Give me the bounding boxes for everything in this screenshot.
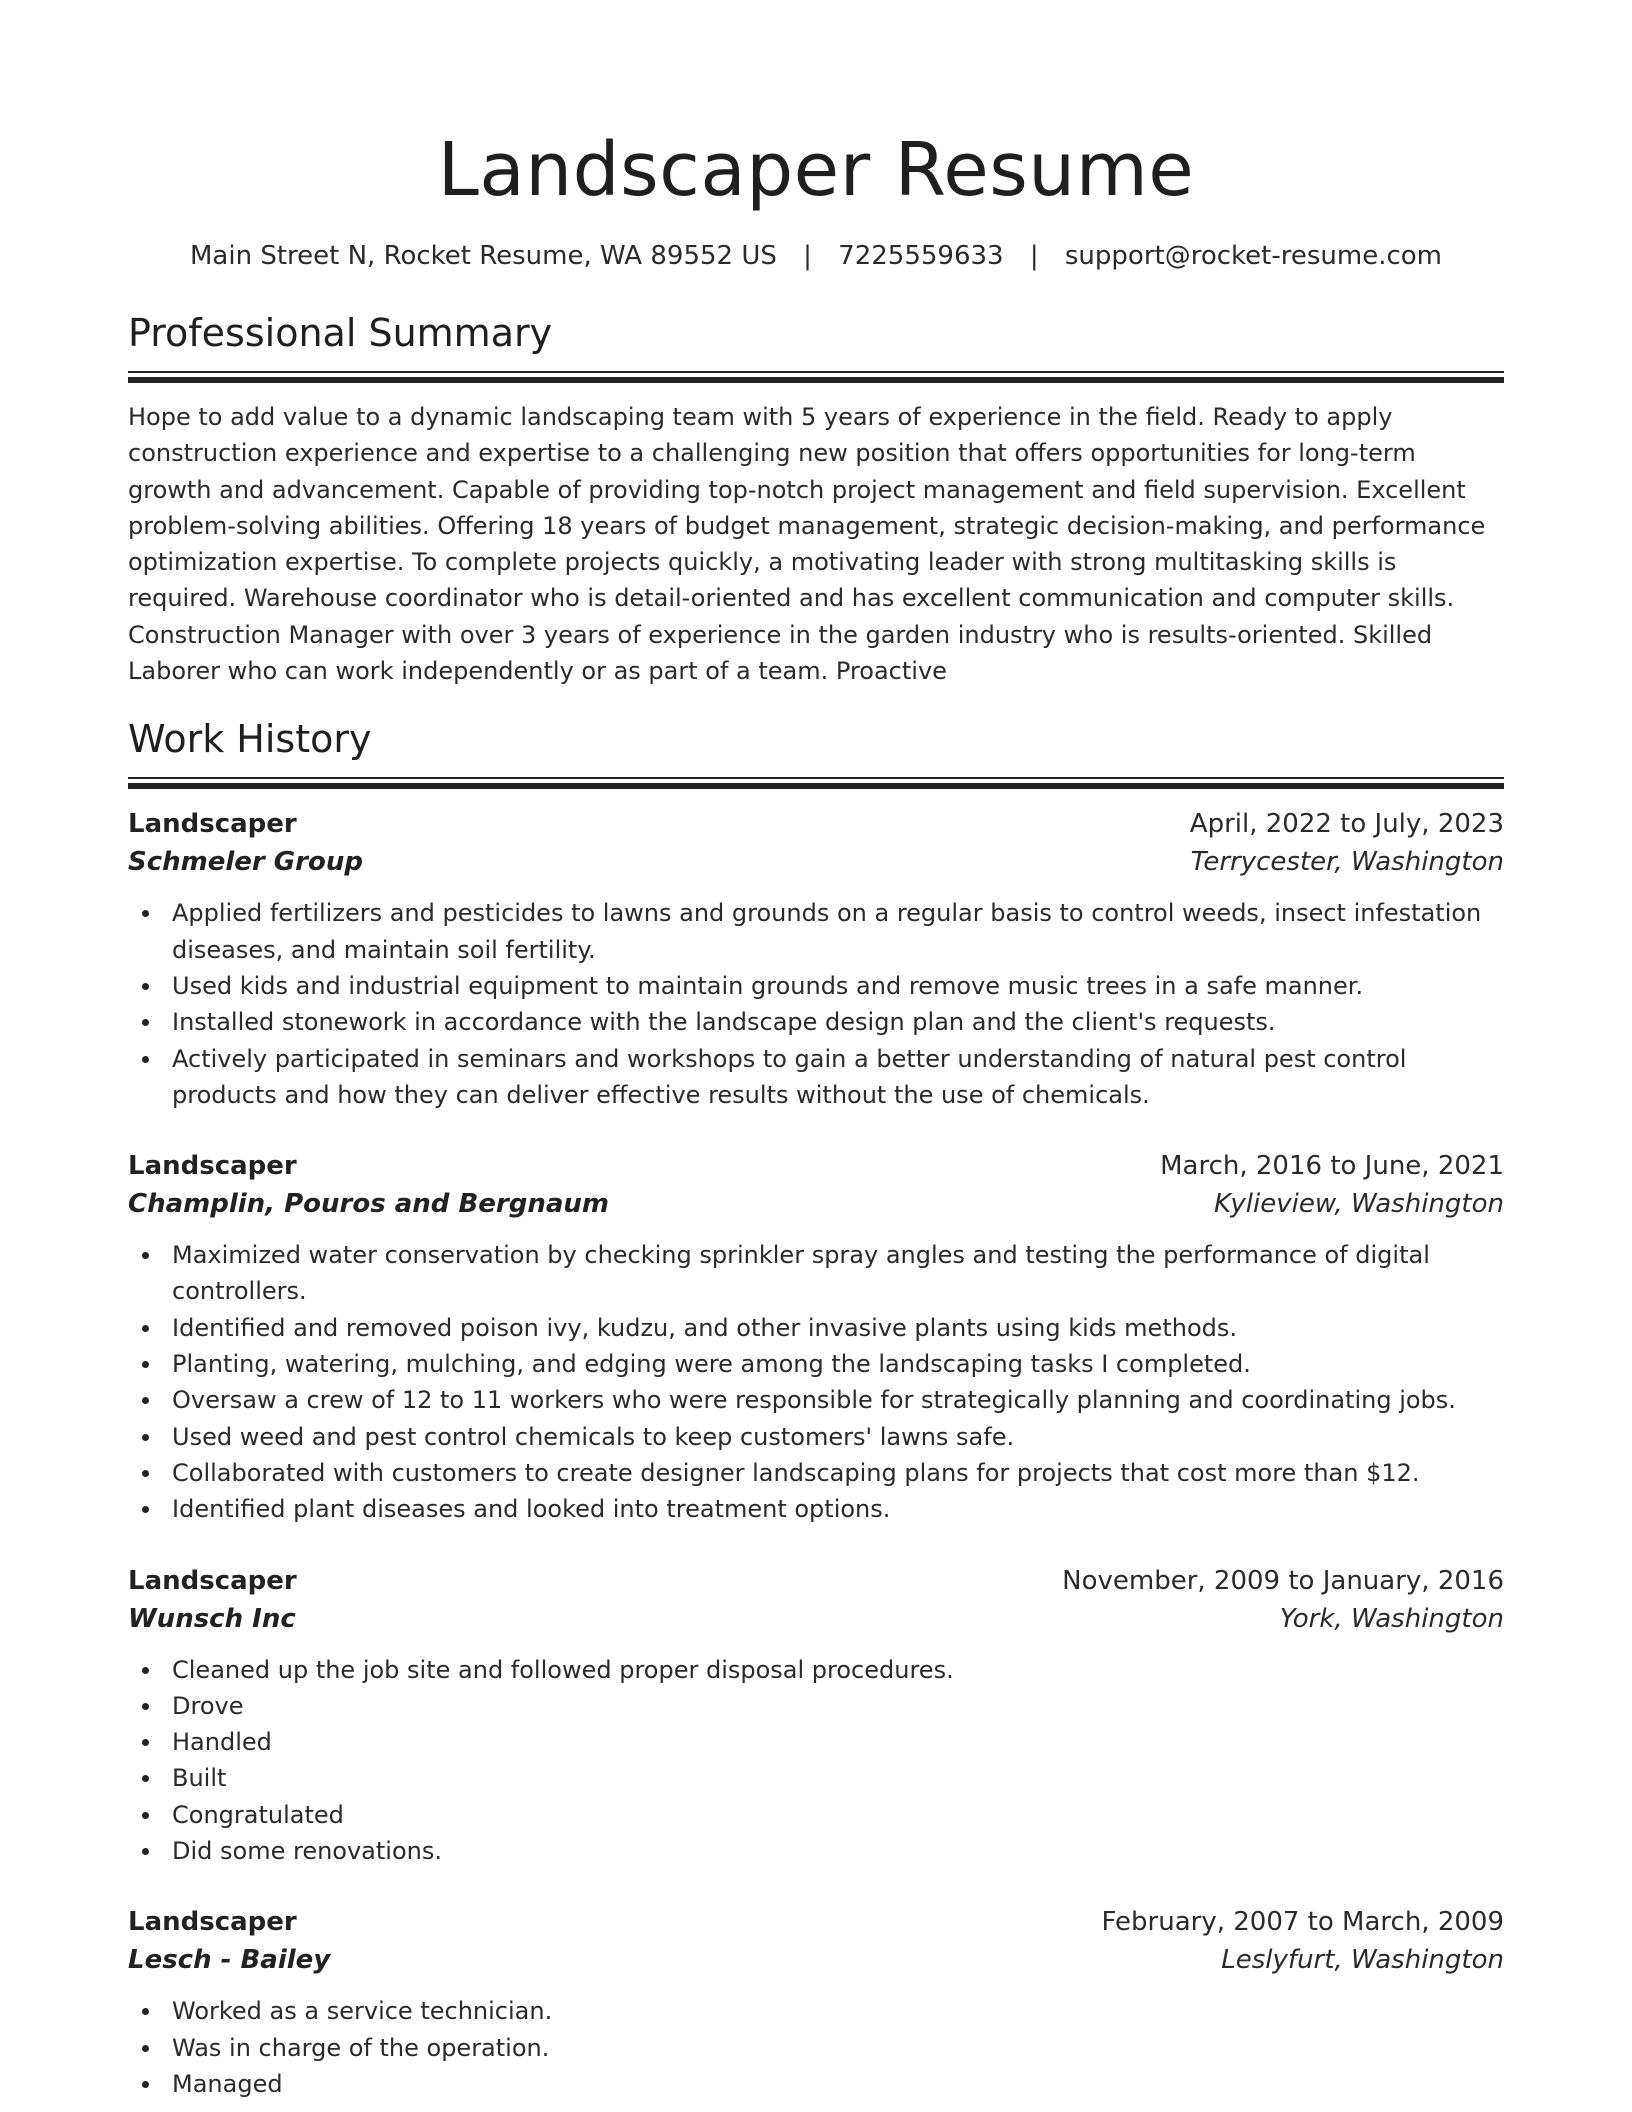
job-dates: April, 2022 to July, 2023	[1189, 809, 1504, 840]
job-bullet: Congratulated	[128, 1797, 1504, 1833]
section-heading-work-history: Work History	[128, 717, 372, 762]
section-divider	[128, 371, 1504, 373]
contact-line	[128, 239, 1504, 273]
job-title: Landscaper	[128, 1907, 297, 1938]
job-header-row	[128, 1147, 1504, 1185]
job-company: Wunsch Inc	[128, 1603, 296, 1634]
job-company-row	[128, 843, 1504, 881]
job-bullet: Used weed and pest control chemicals to keep customers' lawns safe.	[128, 1419, 1504, 1455]
job-header-row	[128, 805, 1504, 843]
job-company: Schmeler Group	[128, 847, 363, 878]
section-heading-summary: Professional Summary	[128, 311, 553, 355]
work-history-section	[128, 715, 1504, 2102]
resume-title: Landscaper Resume	[437, 127, 1195, 213]
job-bullet: Actively participated in seminars and workshops to gain a better understanding of natural pest control products and how they can deliver effective results without the use of chemicals.	[128, 1041, 1504, 1114]
job-bullet: Collaborated with customers to create designer landscaping plans for projects that cost more than $12.	[128, 1455, 1504, 1491]
job-entry	[128, 1147, 1504, 1527]
contact-separator: |	[803, 241, 812, 271]
professional-summary-section	[128, 309, 1504, 689]
job-bullet: Planting, watering, mulching, and edging were among the landscaping tasks I completed.	[128, 1346, 1504, 1382]
job-bullet: Cleaned up the job site and followed proper disposal procedures.	[128, 1652, 1504, 1688]
job-company: Lesch - Bailey	[128, 1945, 331, 1976]
contact-email: support@rocket-resume.com	[1064, 241, 1442, 271]
job-entry	[128, 805, 1504, 1113]
job-bullet: Maximized water conservation by checking sprinkler spray angles and testing the performance of digital controllers.	[128, 1237, 1504, 1310]
job-bullet: Identified plant diseases and looked into treatment options.	[128, 1491, 1504, 1527]
job-title: Landscaper	[128, 1565, 297, 1596]
job-header-row	[128, 1903, 1504, 1941]
job-bullet-list	[128, 1652, 1504, 1870]
job-location: Leslyfurt, Washington	[1221, 1945, 1504, 1976]
job-dates: November, 2009 to January, 2016	[1062, 1565, 1504, 1596]
job-bullet: Drove	[128, 1688, 1504, 1724]
job-bullet: Applied fertilizers and pesticides to lawns and grounds on a regular basis to control weeds, insect infestation diseases, and maintain soil fertility.	[128, 895, 1504, 968]
job-location: York, Washington	[1279, 1603, 1504, 1634]
job-bullet-list	[128, 1993, 1504, 2102]
job-bullet: Built	[128, 1760, 1504, 1796]
job-entry	[128, 1903, 1504, 2102]
job-bullet: Handled	[128, 1724, 1504, 1760]
job-location: Terrycester, Washington	[1190, 847, 1504, 878]
section-divider	[128, 777, 1504, 779]
job-company-row	[128, 1600, 1504, 1638]
job-company: Champlin, Pouros and Bergnaum	[128, 1189, 609, 1220]
job-company-row	[128, 1941, 1504, 1979]
job-bullet: Did some renovations.	[128, 1833, 1504, 1869]
job-bullet: Identified and removed poison ivy, kudzu, and other invasive plants using kids methods.	[128, 1310, 1504, 1346]
job-bullet-list	[128, 1237, 1504, 1527]
section-divider	[128, 377, 1504, 383]
job-dates: March, 2016 to June, 2021	[1160, 1151, 1504, 1182]
contact-address: Main Street N, Rocket Resume, WA 89552 US	[189, 241, 777, 271]
job-bullet-list	[128, 895, 1504, 1113]
job-title: Landscaper	[128, 1151, 297, 1182]
contact-phone: 7225559633	[838, 241, 1004, 271]
job-bullet: Worked as a service technician.	[128, 1993, 1504, 2029]
job-bullet: Used kids and industrial equipment to maintain grounds and remove music trees in a safe manner.	[128, 968, 1504, 1004]
summary-paragraph: Hope to add value to a dynamic landscaping team with 5 years of experience in the field. Ready to apply construction experience and expertise to a challenging new position that offers opportunities for long-term growth and advancement. Capable of providing top-notch project management and field supervision. Excellent problem-solving abilities. Offering 18 years of budget management, strategic decision-making, and performance optimization expertise. To complete projects quickly, a motivating leader with strong multitasking skills is required. Warehouse coordinator who is detail-oriented and has excellent communication and computer skills. Construction Manager with over 3 years of experience in the garden industry who is results-oriented. Skilled Laborer who can work independently or as part of a team. Proactive	[128, 403, 1486, 686]
job-company-row	[128, 1185, 1504, 1223]
job-bullet: Installed stonework in accordance with the landscape design plan and the client's requests.	[128, 1004, 1504, 1040]
contact-separator: |	[1029, 241, 1039, 271]
section-divider	[128, 783, 1504, 789]
job-bullet: Oversaw a crew of 12 to 11 workers who were responsible for strategically planning and coordinating jobs.	[128, 1382, 1504, 1418]
job-location: Kylieview, Washington	[1214, 1189, 1504, 1220]
job-dates: February, 2007 to March, 2009	[1101, 1907, 1504, 1938]
resume-page	[128, 0, 1504, 2102]
job-header-row	[128, 1562, 1504, 1600]
job-title: Landscaper	[128, 809, 297, 840]
job-entry	[128, 1562, 1504, 1870]
job-bullet: Managed	[128, 2066, 1504, 2102]
job-bullet: Was in charge of the operation.	[128, 2030, 1504, 2066]
